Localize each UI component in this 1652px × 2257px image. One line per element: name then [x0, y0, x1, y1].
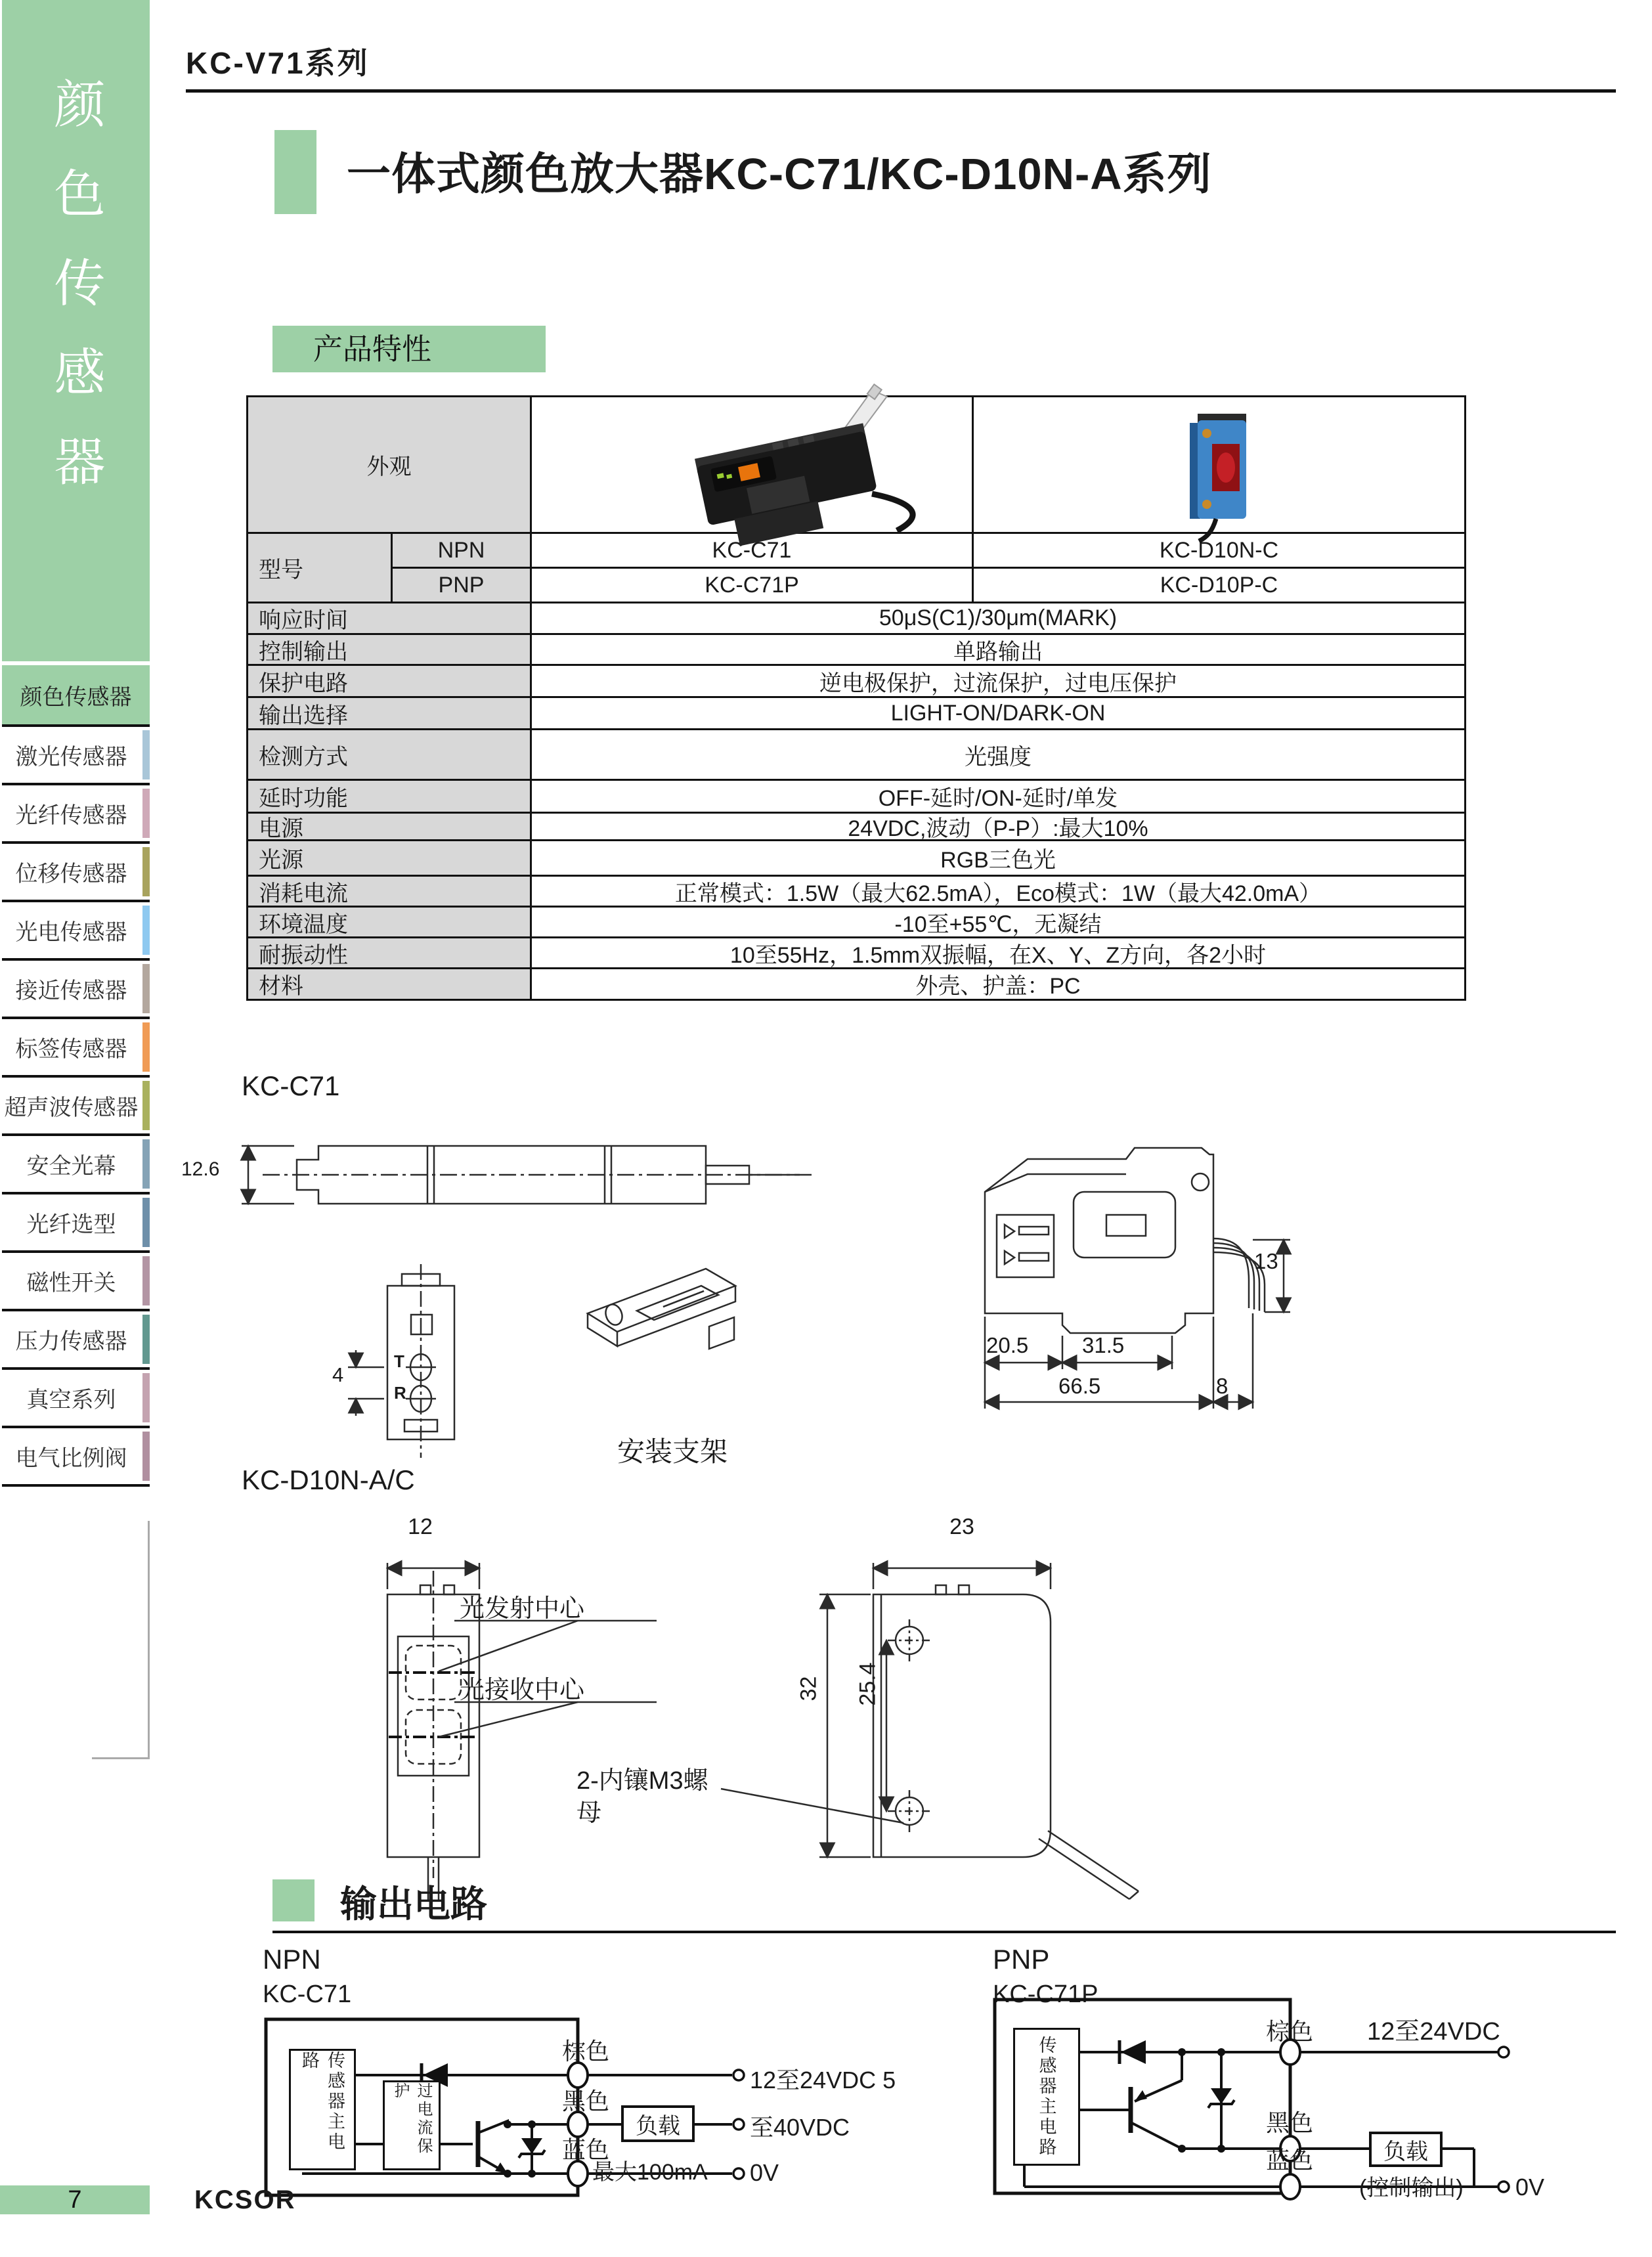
sidebar-item-label: 真空系列 [26, 1388, 116, 1413]
table-row [248, 875, 1464, 906]
spec-label: 保护电路 [248, 666, 532, 696]
sidebar-item-label: 超声波传感器 [4, 1095, 139, 1120]
series-header: KC-V71系列 [186, 46, 370, 80]
sidebar-item-label: 标签传感器 [15, 1037, 127, 1062]
drawing-d10-title: KC-D10N-A/C [242, 1464, 415, 1495]
npn-load-max-label: 至40VDC [750, 2114, 850, 2141]
table-row [248, 602, 1464, 633]
npn-wire-black-label: 黑色 [562, 2088, 610, 2115]
dim-4: 4 [332, 1363, 344, 1386]
sidebar-item-laser [2, 727, 150, 785]
header-rule [186, 89, 1616, 93]
model-kc-c71: KC-C71 [532, 534, 974, 567]
appearance-label-cell: 外观 [248, 397, 532, 532]
spec-value: 24VDC,波动（P-P）:最大10% [848, 816, 1148, 841]
sidebar-item-label: 位移传感器 [15, 862, 127, 887]
sidebar-item-fiber-select [2, 1194, 150, 1253]
sidebar-item-accent [142, 1081, 150, 1130]
npn-zero-label: 0V [750, 2159, 779, 2186]
fiber-t-label: T [394, 1351, 404, 1371]
sidebar-item-fiber [2, 785, 150, 844]
page-title: 一体式颜色放大器KC-C71/KC-D10N-A系列 [347, 150, 1212, 199]
dim-20-5: 20.5 [986, 1333, 1029, 1357]
pnp-zero-label: 0V [1515, 2174, 1545, 2201]
spec-value: 10至55Hz，1.5mm双振幅，在X、Y、Z方向，各2小时 [729, 942, 1267, 968]
output-section-square [272, 1879, 315, 1921]
pnp-load-note: (控制输出) [1359, 2176, 1464, 2201]
table-row [248, 967, 1464, 999]
sidebar-item-accent [142, 1432, 150, 1481]
sidebar-item-vacuum [2, 1370, 150, 1428]
dim-12-6: 12.6 [181, 1158, 220, 1180]
model-type-column [393, 534, 532, 602]
npn-load-label: 负载 [636, 2113, 680, 2139]
spec-value: -10至+55℃，无凝结 [894, 911, 1102, 937]
dim-32: 32 [796, 1676, 821, 1701]
spec-label: 消耗电流 [248, 877, 532, 906]
dim-8: 8 [1216, 1374, 1228, 1398]
dim-31-5: 31.5 [1082, 1333, 1125, 1357]
model-label-cell: 型号 [248, 534, 393, 602]
features-section-label: 产品特性 [313, 332, 432, 366]
pnp-model-label: KC-C71P [993, 1981, 1098, 2008]
output-section-title: 输出电路 [340, 1883, 487, 1925]
npn-model-label: KC-C71 [263, 1981, 352, 2008]
title-accent-bar [274, 130, 316, 214]
sidebar-tail-tick [92, 1757, 150, 1759]
page-number: 7 [68, 2185, 82, 2214]
bracket-label: 安装支架 [617, 1436, 728, 1467]
output-section-rule [272, 1931, 1616, 1933]
pnp-type-label: PNP [993, 1944, 1050, 1975]
table-row [248, 696, 1464, 728]
pnp-wire-brown-label: 棕色 [1266, 2018, 1314, 2045]
sidebar-item-color-sensor-active [2, 665, 150, 727]
model-type-npn: NPN [393, 534, 530, 569]
sidebar-item-ultrasonic [2, 1078, 150, 1136]
model-type-pnp: PNP [438, 572, 485, 598]
dim-25-4: 25.4 [855, 1662, 880, 1706]
sidebar-item-magnetic [2, 1253, 150, 1311]
pnp-supply-label: 12至24VDC [1367, 2018, 1500, 2046]
npn-type-label: NPN [263, 1944, 321, 1975]
model-kc-d10p-c: KC-D10P-C [1160, 572, 1278, 598]
fiber-r-label: R [394, 1383, 406, 1403]
pnp-load-label: 负载 [1383, 2139, 1428, 2164]
features-section-header [272, 326, 546, 372]
sidebar-item-accent [142, 964, 150, 1013]
dim-66-5: 66.5 [1058, 1374, 1101, 1398]
emit-center-label: 光发射中心 [460, 1595, 585, 1623]
table-row [248, 906, 1464, 936]
npn-protect-box [383, 2080, 441, 2170]
sidebar-item-label: 磁性开关 [26, 1271, 116, 1296]
sidebar-item-accent [142, 1256, 150, 1305]
sidebar-item-safety-curtain [2, 1136, 150, 1194]
table-row [248, 812, 1464, 839]
spec-label: 光源 [248, 841, 532, 875]
page-number-bar [0, 2185, 150, 2214]
spec-label: 响应时间 [248, 603, 532, 633]
spec-value: RGB三色光 [940, 848, 1056, 873]
model-row-npn [532, 534, 1464, 569]
model-kc-c71p: KC-C71P [532, 569, 974, 602]
table-row [248, 839, 1464, 875]
pnp-load-box [1369, 2132, 1443, 2167]
sidebar-item-accent [142, 1373, 150, 1422]
table-row [248, 779, 1464, 812]
spec-value: OFF-延时/ON-延时/单发 [878, 786, 1118, 811]
sidebar-item-label: 电气比例阀 [15, 1446, 127, 1471]
table-row [248, 664, 1464, 696]
drawing-c71-profile [959, 1116, 1392, 1445]
spec-label: 环境温度 [248, 908, 532, 936]
drawing-c71-views [184, 1116, 834, 1471]
pnp-wire-black-label: 黑色 [1266, 2109, 1314, 2136]
sidebar-item-label: 压力传感器 [15, 1329, 127, 1354]
dim-12: 12 [408, 1514, 433, 1539]
sidebar-item-label: 光纤传感器 [15, 803, 127, 828]
npn-main-circuit-label: 传感器主电路 [299, 2051, 345, 2153]
brand-logo: KCSOR [194, 2185, 296, 2214]
spec-value: 外壳、护盖：PC [915, 974, 1081, 999]
npn-main-circuit-box [289, 2049, 356, 2170]
spec-label: 检测方式 [248, 730, 532, 779]
sidebar-vertical-title-text: 颜色传感器 [47, 77, 105, 524]
drawing-c71-title: KC-C71 [242, 1070, 340, 1101]
nut-label: 2-内镶M3螺母 [576, 1767, 708, 1828]
spec-value: 逆电极保护，过流保护，过电压保护 [819, 670, 1177, 696]
spec-value: 50μS(C1)/30μm(MARK) [879, 605, 1118, 630]
sidebar-item-proximity [2, 961, 150, 1019]
npn-protect-label: 过电流保护 [391, 2082, 432, 2156]
table-row [248, 936, 1464, 967]
spec-value: 单路输出 [953, 639, 1043, 665]
sidebar-item-label: 光电传感器 [15, 920, 127, 945]
sidebar-item-displacement [2, 844, 150, 902]
spec-value: 光强度 [965, 744, 1032, 770]
sidebar-menu [2, 727, 150, 1487]
sidebar-item-accent [142, 789, 150, 838]
sidebar-item-accent [142, 730, 150, 779]
sidebar-item-accent [142, 847, 150, 896]
sidebar-item-label: 颜色传感器 [20, 684, 132, 710]
spec-label: 材料 [248, 969, 532, 999]
spec-value: LIGHT-ON/DARK-ON [890, 700, 1106, 726]
sidebar-item-proportional-valve [2, 1428, 150, 1487]
model-values [532, 534, 1464, 602]
sidebar-item-accent [142, 906, 150, 955]
spec-label: 电源 [248, 814, 532, 839]
spec-value: 正常模式：1.5W（最大62.5mA），Eco模式：1W（最大42.0mA） [674, 881, 1322, 906]
spec-label: 延时功能 [248, 781, 532, 812]
sidebar-item-label: 接近传感器 [15, 978, 127, 1003]
spec-label: 耐振动性 [248, 938, 532, 967]
sidebar-item-pressure [2, 1311, 150, 1370]
dim-13: 13 [1254, 1249, 1278, 1273]
model-row-pnp [532, 569, 1464, 602]
sidebar-item-photoelectric [2, 902, 150, 961]
sidebar-vertical-title [2, 77, 150, 655]
sidebar-item-accent [142, 1022, 150, 1072]
model-kc-d10n-c: KC-D10N-C [1159, 537, 1279, 563]
sidebar-tail-rule [148, 1521, 150, 1759]
sidebar-item-label: 光纤选型 [26, 1212, 116, 1237]
dim-23: 23 [949, 1514, 974, 1539]
sidebar-item-label: 激光传感器 [15, 745, 127, 770]
spec-label: 输出选择 [248, 698, 532, 728]
sidebar-item-accent [142, 1315, 150, 1364]
npn-wire-blue-label: 蓝色 [562, 2136, 610, 2163]
photo-fiber-amplifier [611, 402, 913, 533]
photo-kc-d10n-sensor [1175, 406, 1280, 537]
pnp-main-circuit-box [1013, 2028, 1080, 2166]
npn-wire-brown-label: 棕色 [562, 2038, 610, 2065]
table-row [248, 633, 1464, 664]
pnp-wire-blue-label: 蓝色 [1266, 2147, 1314, 2174]
sidebar-item-label-sensor [2, 1019, 150, 1078]
table-row-models [248, 532, 1464, 602]
table-row [248, 728, 1464, 779]
spec-label: 控制输出 [248, 635, 532, 664]
sidebar-item-accent [142, 1198, 150, 1247]
npn-load-box [621, 2105, 695, 2142]
sidebar-item-accent [142, 1139, 150, 1189]
pnp-main-circuit-label: 传感器主电路 [1036, 2036, 1056, 2158]
sidebar-item-label: 安全光幕 [26, 1154, 116, 1179]
npn-current-max: 最大100mA [592, 2160, 708, 2185]
npn-supply-label: 12至24VDC 5 [750, 2067, 896, 2093]
recv-center-label: 光接收中心 [460, 1676, 585, 1704]
